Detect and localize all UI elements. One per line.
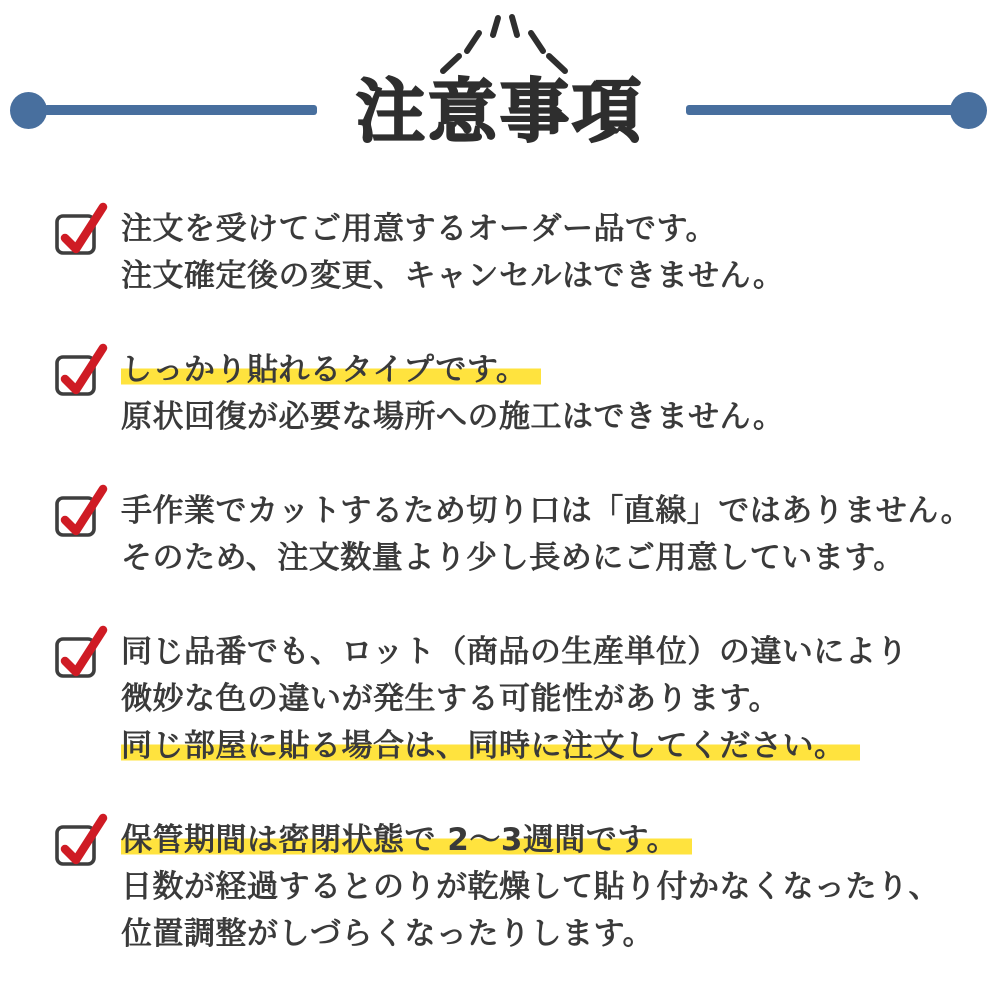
line-text: 注文を受けてご用意するオーダー品です。 <box>121 211 718 247</box>
line-text: 注文確定後の変更、キャンセルはできません。 <box>121 258 785 294</box>
item-line <box>121 347 784 394</box>
red-checkmark-checkbox-icon <box>52 199 110 257</box>
item-lines <box>121 817 940 958</box>
header <box>0 0 1000 198</box>
item-line <box>121 723 908 770</box>
rays-icon <box>436 13 570 77</box>
item-line <box>121 253 784 300</box>
checklist-item <box>52 817 980 958</box>
line-text: 微妙な色の違いが発生する可能性があります。 <box>121 681 781 717</box>
item-lines <box>121 488 972 582</box>
checklist-item <box>52 488 980 582</box>
line-text: 日数が経過するとのりが乾燥して貼り付かなくなったり、 <box>121 869 940 905</box>
highlighted-text: しっかり貼れるタイプです。 <box>121 352 541 388</box>
red-checkmark-checkbox-icon <box>52 622 110 680</box>
item-line <box>121 206 784 253</box>
line-text: 原状回復が必要な場所への施工はできません。 <box>121 399 785 435</box>
red-checkmark-checkbox-icon <box>52 810 110 868</box>
line-text: 手作業でカットするため切り口は「直線」ではありません。 <box>121 493 973 529</box>
item-line <box>121 864 940 911</box>
highlighted-text: 保管期間は密閉状態で 2〜3週間です。 <box>121 822 692 858</box>
checklist-item <box>52 347 980 441</box>
highlighted-text: 同じ部屋に貼る場合は、同時に注文してください。 <box>121 728 860 764</box>
item-lines <box>121 347 784 441</box>
right-rule-decoration <box>686 105 957 115</box>
line-text: 位置調整がしづらくなったりします。 <box>121 916 655 952</box>
right-end-dot-decoration <box>950 92 987 129</box>
item-line <box>121 535 972 582</box>
item-lines <box>121 206 784 300</box>
checklist-item <box>52 629 980 770</box>
checklist-item <box>52 206 980 300</box>
item-line <box>121 911 940 958</box>
item-line <box>121 394 784 441</box>
checklist <box>0 198 1000 958</box>
item-line <box>121 817 940 864</box>
red-checkmark-checkbox-icon <box>52 481 110 539</box>
page-title: 注意事項 <box>356 72 644 152</box>
item-line <box>121 488 972 535</box>
item-line <box>121 629 908 676</box>
line-text: そのため、注文数量より少し長めにご用意しています。 <box>121 540 905 576</box>
item-lines <box>121 629 908 770</box>
line-text: 同じ品番でも、ロット（商品の生産単位）の違いにより <box>121 634 908 670</box>
item-line <box>121 676 908 723</box>
red-checkmark-checkbox-icon <box>52 340 110 398</box>
